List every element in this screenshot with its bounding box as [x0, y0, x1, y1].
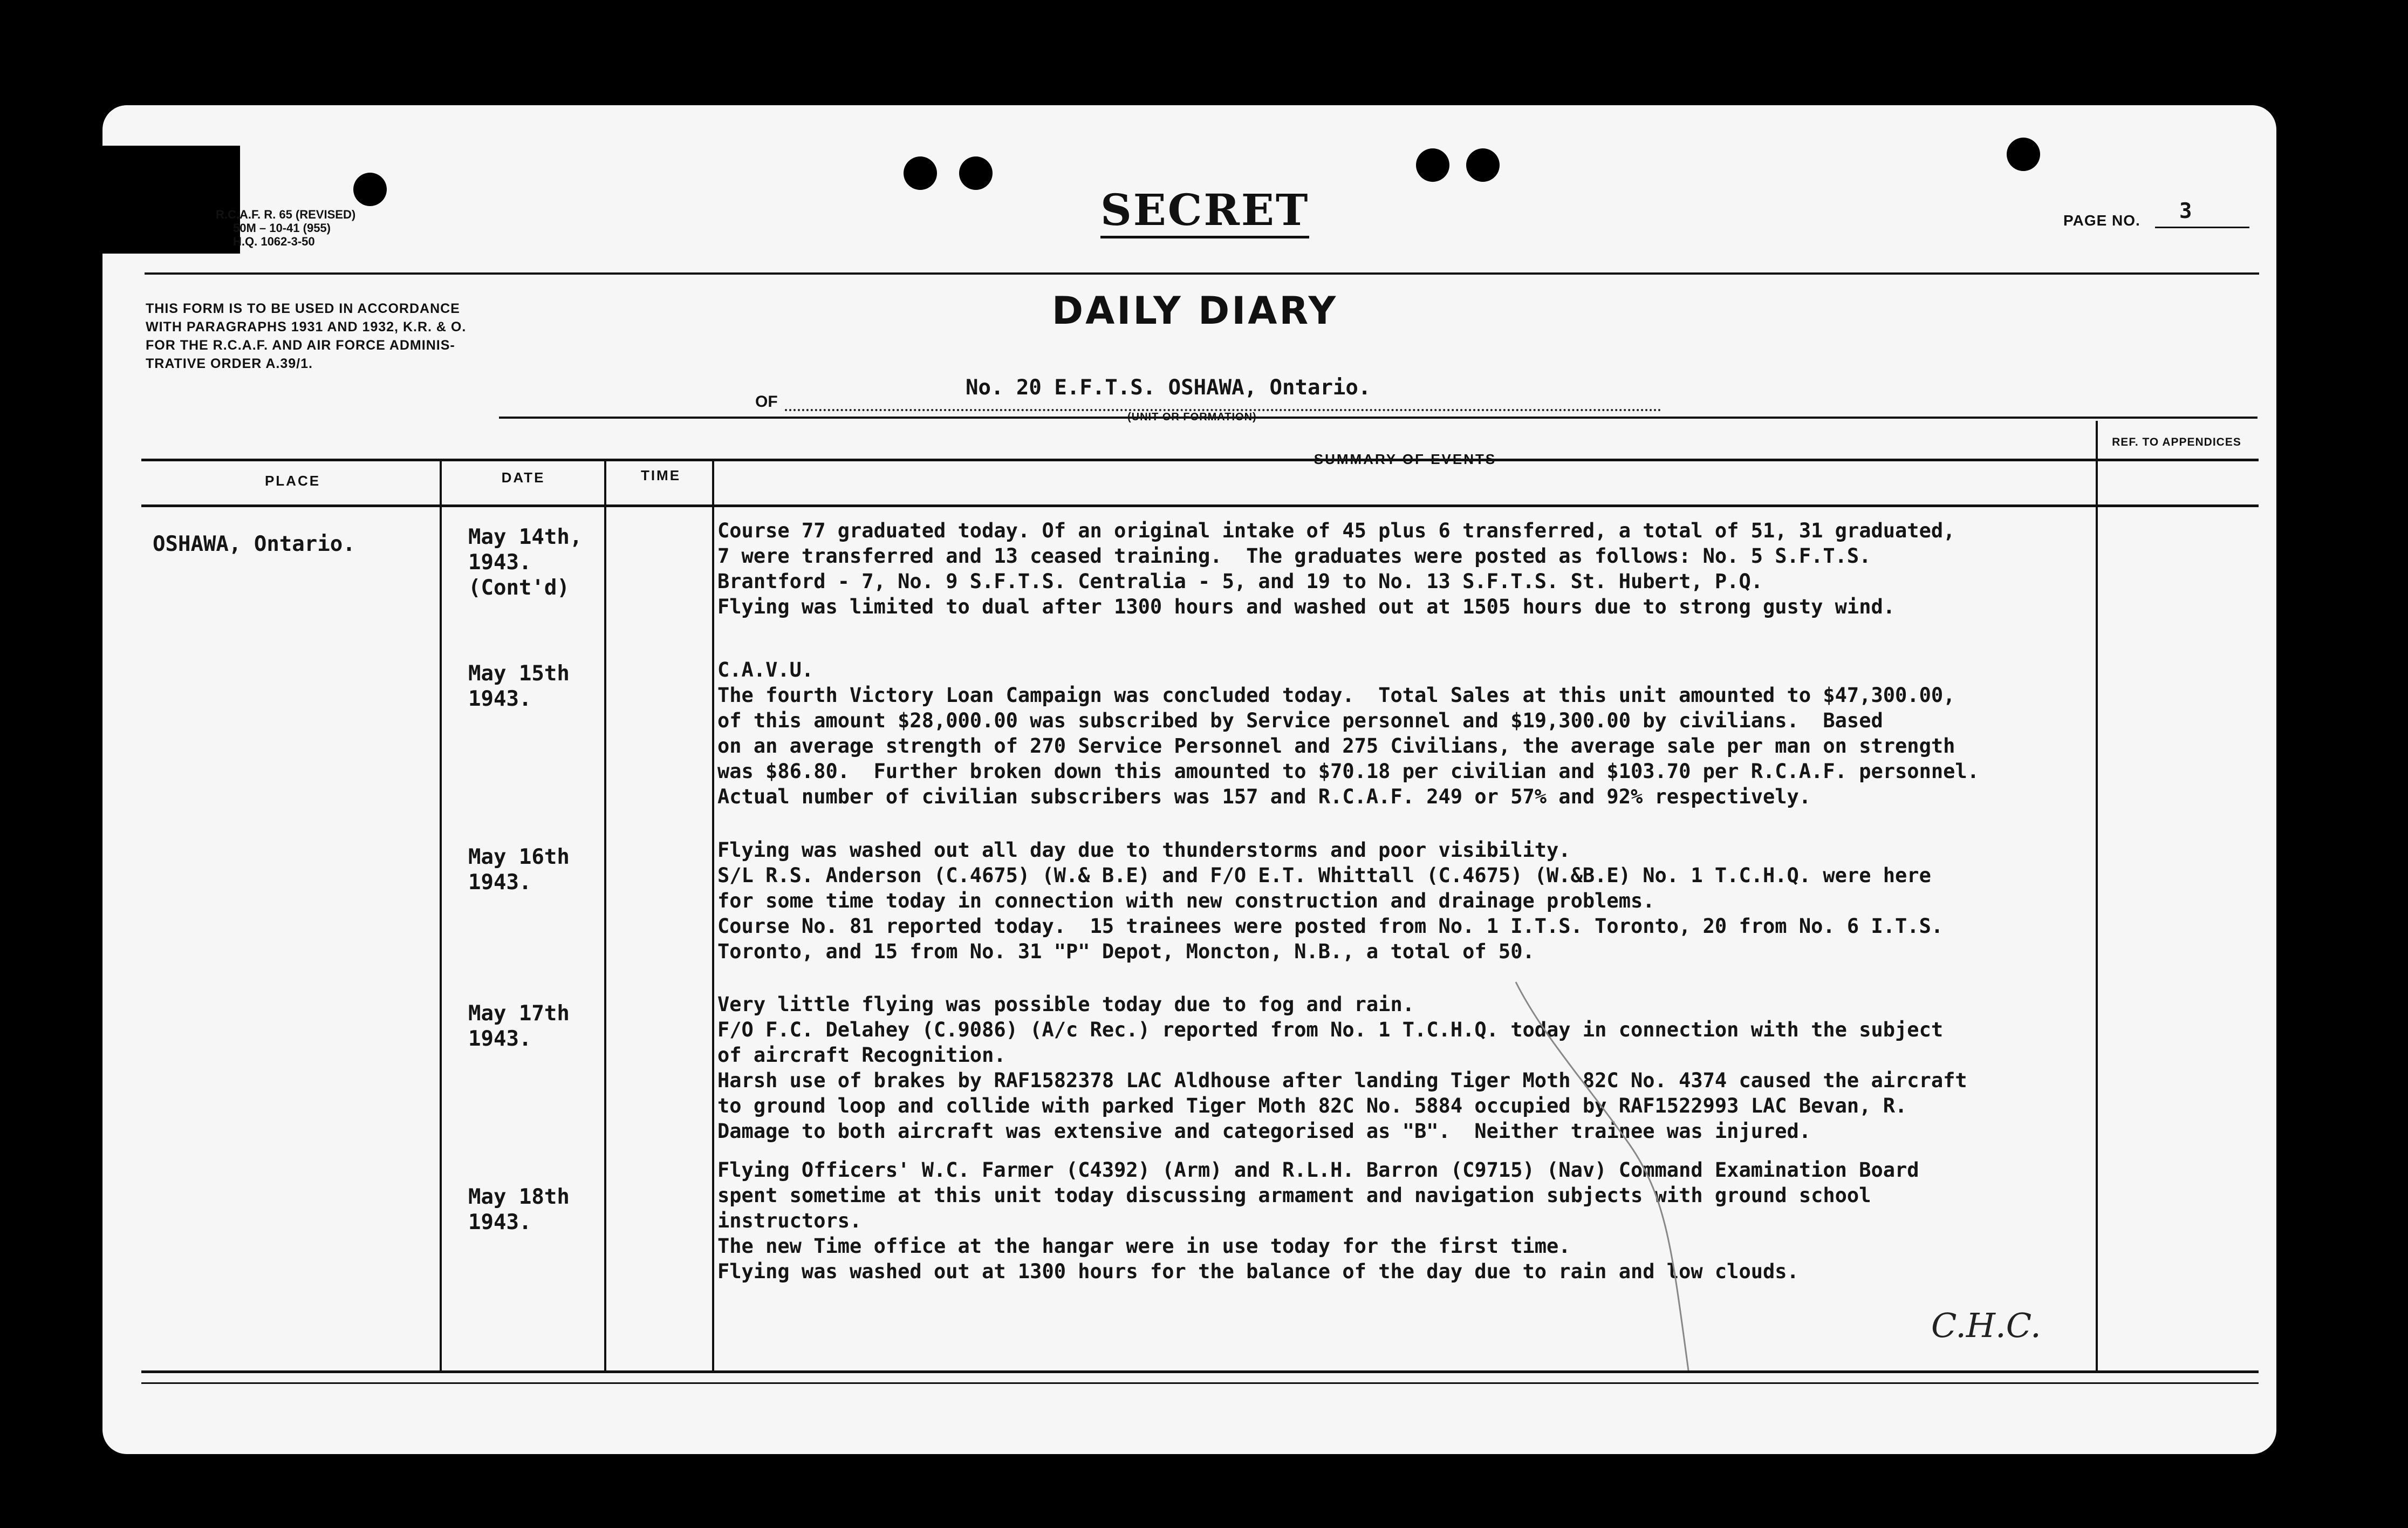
punch-hole — [2007, 138, 2040, 171]
punch-hole — [353, 173, 387, 206]
page-label: PAGE NO. — [2063, 212, 2140, 229]
entry-date: May 17th 1943. — [468, 1001, 570, 1051]
entry-date: May 18th 1943. — [468, 1185, 570, 1234]
column-header-summary: SUMMARY OF EVENTS — [1314, 451, 1497, 467]
form-reference: R.C.A.F. R. 65 (REVISED) — [216, 208, 356, 221]
paper-crease — [1510, 971, 1834, 1381]
column-header-time: TIME — [640, 467, 681, 483]
instruction-line: WITH PARAGRAPHS 1931 AND 1932, K.R. & O. — [146, 319, 467, 335]
form-print-line: 50M – 10-41 (955) — [233, 221, 331, 235]
instruction-line: THIS FORM IS TO BE USED IN ACCORDANCE — [146, 301, 460, 316]
column-header-date: DATE — [501, 469, 545, 486]
form-title: DAILY DIARY — [1052, 289, 1338, 333]
entry-summary: Course 77 graduated today. Of an original intake of 45 plus 6 transferred, a total of 51, 31 graduated, 7 were transferred and 13 ceased training. The graduates were posted as follows: No. 5 S.F.T.S. Brantford - 7, No. 9 S.F.T.S. Centralia - 5, and 19 to No. 13 S.F.T.S. St. Hubert, P.Q. Flying was limited to dual after 1300 hours and washed out at 1505 hours due to strong gusty wind. — [717, 519, 1955, 618]
instruction-line: TRATIVE ORDER A.39/1. — [146, 356, 313, 371]
unit-name: No. 20 E.F.T.S. OSHAWA, Ontario. — [966, 376, 1371, 400]
page-number: 3 — [2179, 199, 2192, 223]
entry-summary: Very little flying was possible today due to fog and rain. F/O F.C. Delahey (C.9086) (A/c Rec.) reported from No. 1 T.C.H.Q. today in connection with the subject of aircraft Recognition. Harsh use of brakes by RAF1582378 LAC Aldhouse after landing Tiger Moth 82C No. 4374 caused the aircraft to ground loop and collide with parked Tiger Moth 82C No. 5884 occupied by RAF1522993 LAC Bevan, R. Damage to both aircraft was extensive and categorised as "B". Neither trainee was injured. — [717, 993, 1967, 1143]
classification-heading: SECRET — [1100, 186, 1309, 238]
entry-date: May 14th, 1943. (Cont'd) — [468, 525, 583, 600]
of-label: OF — [755, 393, 778, 411]
punch-hole — [904, 156, 937, 190]
punch-hole — [1416, 148, 1449, 182]
entry-summary: C.A.V.U. The fourth Victory Loan Campaign was concluded today. Total Sales at this unit amounted to $47,300.00, of this amount $28,000.00 was subscribed by Service personnel and $19,300.00 by civilians. Based on an average strength of 270 Service Personnel and 275 Civilians, the average sale per man on strength was $86.80. Further broken down this amounted to $70.18 per civilian and $103.70 per R.C.A.F. personnel. Actual number of civilian subscribers was 157 and R.C.A.F. 249 or 57% and 92% respectively. — [717, 658, 1979, 808]
place-cell: OSHAWA, Ontario. — [153, 532, 355, 556]
initials-signature: C.H.C. — [1931, 1306, 2041, 1345]
instruction-line: FOR THE R.C.A.F. AND AIR FORCE ADMINIS- — [146, 338, 455, 353]
entry-summary: Flying was washed out all day due to thunderstorms and poor visibility. S/L R.S. Anderson (C.4675) (W.& B.E) and F/O E.T. Whittall (C.4675) (W.&B.E) No. 1 T.C.H.Q. were here for some time today in connection with new construction and drainage problems. Course No. 81 reported today. 15 trainees were posted from No. 1 I.T.S. Toronto, 20 from No. 6 I.T.S. Toronto, and 15 from No. 31 "P" Depot, Moncton, N.B., a total of 50. — [717, 838, 1944, 963]
entry-summary: Flying Officers' W.C. Farmer (C4392) (Arm) and R.L.H. Barron (C9715) (Nav) Command Examination Board spent sometime at this unit today discussing armament and navigation subjects with ground school instructors. The new Time office at the hangar were in use today for the first time. Flying was washed out at 1300 hours for the balance of the day due to rain and low clouds. — [717, 1158, 1919, 1283]
entry-date: May 16th 1943. — [468, 845, 570, 895]
column-header-place: PLACE — [264, 473, 321, 489]
punch-hole — [1466, 148, 1500, 182]
entry-date: May 15th 1943. — [468, 661, 570, 711]
punch-hole — [959, 156, 993, 190]
form-hq-line: H.Q. 1062-3-50 — [233, 235, 315, 248]
column-header-ref: REF. TO APPENDICES — [2112, 436, 2241, 448]
